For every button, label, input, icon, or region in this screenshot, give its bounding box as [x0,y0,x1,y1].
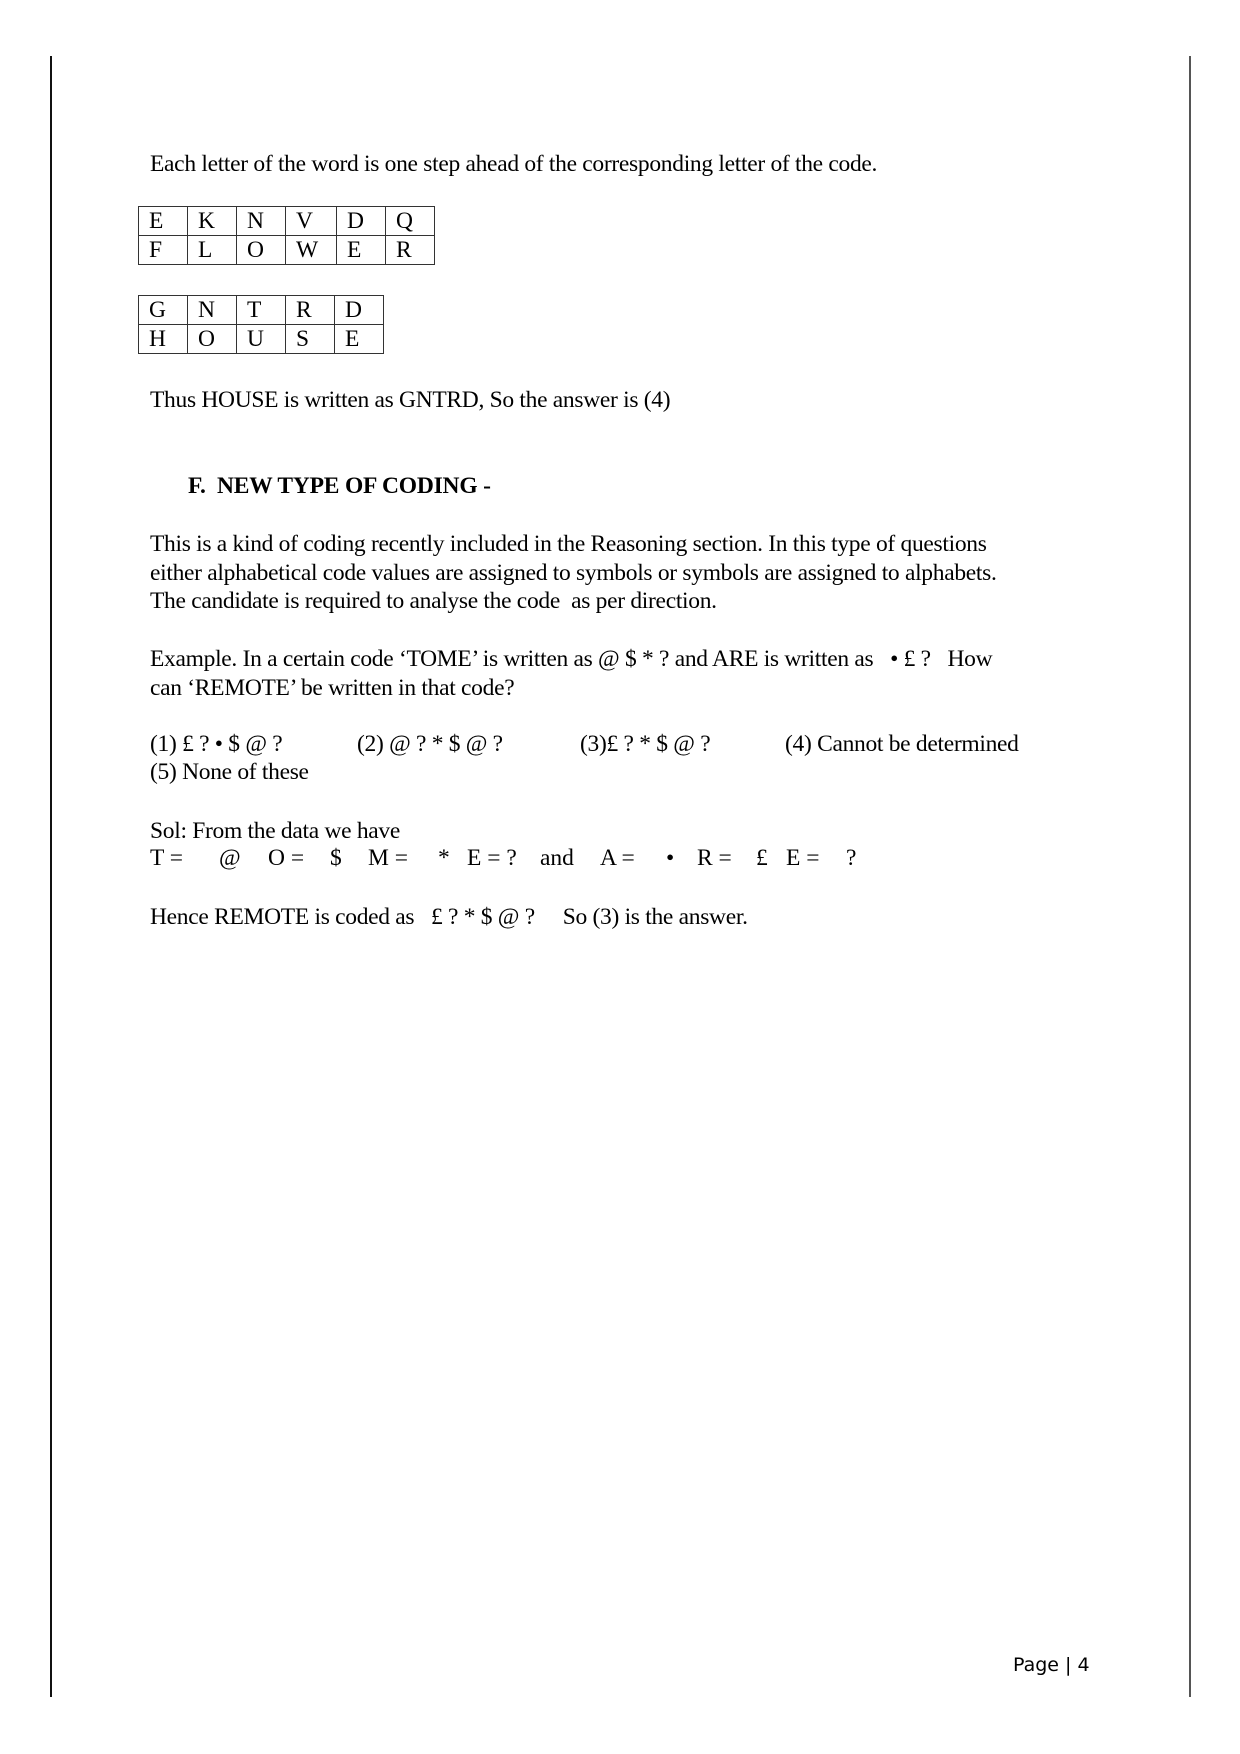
mapping-label: O = [268,845,305,871]
table-cell: K [188,207,237,236]
mapping-symbol: @ [219,845,241,871]
table-cell: L [188,236,237,265]
mapping-symbol: £ [756,845,768,871]
code-row [139,296,384,325]
house-code-table [138,295,384,354]
example-line: can ‘REMOTE’ be written in that code? [150,674,515,701]
table-cell: E [335,325,384,354]
flower-code-table [138,206,435,265]
table-cell: O [188,325,237,354]
mapping-label: R = [697,845,732,871]
section-heading: F. NEW TYPE OF CODING - [188,473,491,499]
mapping-connector: and [540,845,574,871]
mapping-label: A = [600,845,635,871]
table-cell: D [335,296,384,325]
solution-intro: Sol: From the data we have [150,818,400,844]
description-paragraph [150,530,1100,616]
table-cell: U [237,325,286,354]
table-cell: E [337,236,386,265]
intro-line: Each letter of the word is one step ahead of the corresponding letter of the code. [150,151,878,177]
mapping-label: E = [786,845,820,871]
table-cell: R [386,236,435,265]
mapping-label: E = ? [467,845,517,871]
description-line: The candidate is required to analyse the code as per direction. [150,588,717,614]
right-margin-line [1189,56,1191,1697]
code-row [139,207,435,236]
option-5: (5) None of these [150,759,309,785]
final-answer-line: Hence REMOTE is coded as £ ? * $ @ ? So (3) is the answer. [150,904,748,930]
page-number-footer: Page | 4 [1013,1654,1090,1676]
example-paragraph [150,645,1100,702]
table-cell: F [139,236,188,265]
mapping-symbol: • [666,845,675,871]
table-cell: W [286,236,337,265]
table-cell: T [237,296,286,325]
description-line: This is a kind of coding recently included in the Reasoning section. In this type of questions [150,531,987,557]
option-2: (2) @ ? * $ @ ? [357,731,503,757]
table-cell: N [237,207,286,236]
table-cell: R [286,296,335,325]
table-cell: G [139,296,188,325]
mapping-label: M = [368,845,409,871]
mapping-label: T = [150,845,184,871]
example-line: Example. In a certain code ‘TOME’ is written as @ $ * ? and ARE is written as • £ ? How [150,646,993,672]
table-cell: E [139,207,188,236]
table-cell: N [188,296,237,325]
option-4: (4) Cannot be determined [785,731,1019,757]
table-cell: D [337,207,386,236]
option-1: (1) £ ? • $ @ ? [150,731,283,757]
mapping-symbol: ? [846,845,857,871]
table-cell: Q [386,207,435,236]
description-line: either alphabetical code values are assigned to symbols or symbols are assigned to alphabets. [150,559,997,586]
left-margin-line [50,56,52,1697]
conclusion-line: Thus HOUSE is written as GNTRD, So the answer is (4) [150,387,671,413]
table-cell: H [139,325,188,354]
table-cell: S [286,325,335,354]
table-cell: V [286,207,337,236]
mapping-symbol: * [438,845,450,871]
table-cell: O [237,236,286,265]
word-row [139,236,435,265]
mapping-symbol: $ [330,845,342,871]
option-3: (3)£ ? * $ @ ? [580,731,711,757]
word-row [139,325,384,354]
